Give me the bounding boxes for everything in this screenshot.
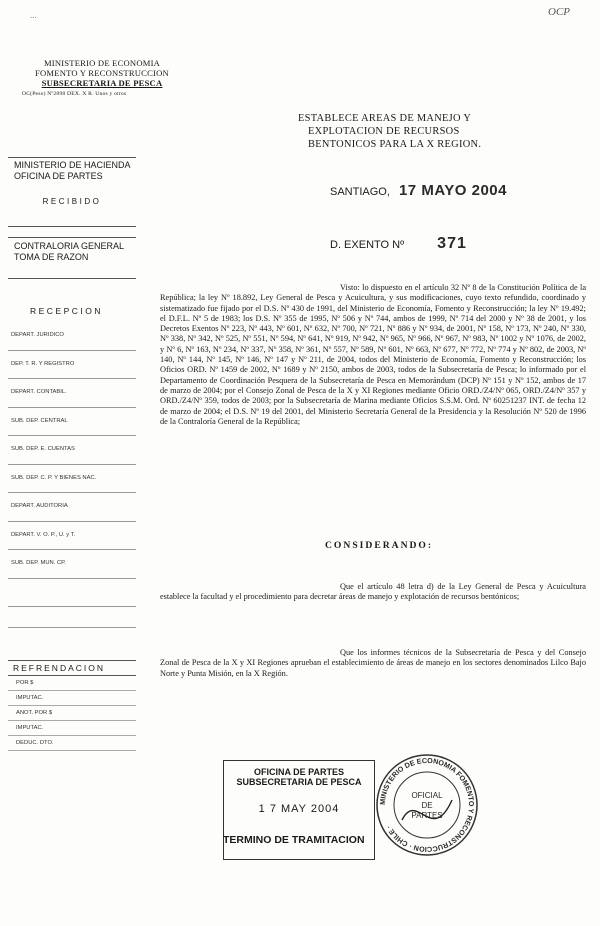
considerando-2: Que los informes técnicos de la Subsecretaría de Pesca y del Consejo Zonal de Pesca de la X y XI Regiones aprueban el establecimiento de áreas de manejo en los sectores denominados Lilco Bajo Norte y Punta Misión, en la X Región. [160, 648, 586, 678]
official-seal [372, 750, 482, 865]
decree-subject [298, 112, 528, 151]
ref-row: DEDUC. DTO. [8, 736, 136, 751]
grid-row [8, 607, 136, 628]
ref-row: IMPUTAC. [8, 691, 136, 706]
recepcion-label: RECEPCION [30, 306, 104, 316]
refrendacion-label: REFRENDACION [8, 660, 136, 676]
grid-row: SUB. DEP. MUN. CP. [8, 550, 136, 579]
decree-label: D. EXENTO Nº [330, 239, 405, 251]
seal-graphic [372, 750, 482, 860]
grid-row [8, 579, 136, 608]
grid-row: DEPART. JURIDICO [8, 322, 136, 351]
reception-grid [8, 322, 136, 628]
subject-line-1: ESTABLECE AREAS DE MANEJO Y [298, 113, 472, 124]
grid-row: SUB. DEP. CENTRAL [8, 408, 136, 437]
place-date [330, 182, 507, 199]
hacienda-line-1: MINISTERIO DE HACIENDA [14, 160, 131, 170]
header-line-1: MINISTERIO DE ECONOMIA [43, 58, 161, 68]
grid-row: DEP. T. R. Y REGISTRO [8, 351, 136, 380]
header-line-2: FOMENTO Y RECONSTRUCCION [35, 68, 169, 78]
header-line-3: SUBSECRETARIA DE PESCA [41, 78, 163, 88]
recibido-label: RECIBIDO [42, 197, 102, 206]
subject-line-3: BENTONICOS PARA LA X REGION. [308, 139, 482, 150]
decree-number-value: 371 [437, 235, 467, 252]
seal-center-2: DE [421, 801, 433, 810]
vistos-paragraph: Visto: lo dispuesto en el artículo 32 Nº 8 de la Constitución Política de la República; la ley Nº 18.892, Ley General de Pesca y Acuicultura, y sus modificaciones, cuyo texto refundido, coordinado y sistematizado fue fijado por el D.S. Nº 430 de 1991, del Ministerio de Economía, Fomento y Reconstrucción; la ley Nº 19.492; el D.F.L. Nº 5 de 1983; los D.S. Nº 355 de 1995, Nº 506 y Nº 744, ambos de 1999, Nº 714 del 2000 y Nº 38 de 2001, y los Decretos Exentos Nº 223, Nº 443, Nº 601, Nº 632, Nº 700, Nº 721, Nº 886 y Nº 934, de 2001, Nº 158, Nº 173, Nº 240, Nº 330, Nº 338, Nº 342, Nº 525, Nº 551, Nº 594, Nº 641, Nº 919, Nº 942, Nº 965, Nº 966, Nº 967, Nº 983, Nº 1002 y Nº 1076, de 2002, y Nº 6, Nº 163, Nº 234, Nº 337, Nº 358, Nº 361, Nº 557, Nº 589, Nº 601, Nº 663, Nº 677, Nº 772, Nº 774 y Nº 802, de 2003, Nº 140, Nº 144, Nº 145, Nº 146, Nº 147 y Nº 211, de 2004, todos del Ministerio de Economía, Fomento y Reconstrucción; los Oficios ORD. Nº 1459 de 2002, Nº 1689 y Nº 2150, ambos de 2003, todos de la Subsecretaría de Pesca; lo informado por el Departamento de Coordinación Pesquera de la Subsecretaría de Pesca en Memorándum (DCP) Nº 151 y Nº 152, ambos de 17 de marzo de 2004; por el Consejo Zonal de Pesca de la X y XI Regiones mediante Oficio ORD./Z4/Nº 065, ORD./Z4/Nº 357 y ORD./Z4/Nº 359, todos de 2003; por la Subsecretaría de Marina mediante Oficios S.S.M. Ord. Nº 60251237 INT. de fecha 12 de marzo de 2004; el D.S. Nº 19 del 2001, del Ministerio Secretaría General de la Presidencia y la Resolución Nº 520 de 1996 de la Contraloría General de la República; [160, 283, 586, 426]
header-small: OC(Peso) Nº2898 DEX. X R. Unos y otros [22, 91, 127, 97]
grid-row: DEPART. V. O. P., U. y T. [8, 522, 136, 551]
ref-row: ANOT. POR $ [8, 706, 136, 721]
hacienda-box [8, 157, 136, 227]
contraloria-line-2: TOMA DE RAZON [14, 252, 89, 262]
ref-row: IMPUTAC. [8, 721, 136, 736]
seal-ring-text: MINISTERIO DE ECONOMIA FOMENTO Y RECONSTRUCCION · CHILE · [377, 755, 477, 855]
termino-tramitacion: TERMINO DE TRAMITACION [223, 834, 365, 846]
stamp-line-1: OFICINA DE PARTES [253, 767, 344, 777]
contraloria-box [8, 237, 136, 279]
corner-mark: OCP [548, 6, 570, 18]
hacienda-line-2: OFICINA DE PARTES [14, 171, 103, 181]
top-mark: ... [30, 10, 37, 20]
grid-row: SUB. DEP. C. P. Y BIENES NAC. [8, 465, 136, 494]
refrendacion-grid [8, 676, 136, 751]
seal-center-1: OFICIAL [411, 791, 443, 800]
grid-row: DEPART. CONTABIL. [8, 379, 136, 408]
considerando-heading: CONSIDERANDO: [325, 540, 434, 551]
stamp-date: 1 7 MAY 2004 [258, 803, 340, 815]
decree-number [330, 235, 467, 253]
grid-row: SUB. DEP. E. CUENTAS [8, 436, 136, 465]
stamp-line-2: SUBSECRETARIA DE PESCA [236, 777, 362, 787]
considerando-1: Que el artículo 48 letra d) de la Ley General de Pesca y Acuicultura establece la facultad y el procedimiento para decretar áreas de manejo y explotación de recursos bentónicos; [160, 582, 586, 602]
ref-row: POR $ [8, 676, 136, 691]
seal-center-3: PARTES [411, 811, 443, 820]
contraloria-line-1: CONTRALORIA GENERAL [14, 241, 125, 251]
subject-line-2: EXPLOTACION DE RECURSOS [308, 126, 460, 137]
place-label: SANTIAGO, [330, 186, 390, 198]
date-stamp: 17 MAYO 2004 [398, 182, 507, 199]
ministry-header [22, 58, 182, 99]
grid-row: DEPART. AUDITORIA [8, 493, 136, 522]
